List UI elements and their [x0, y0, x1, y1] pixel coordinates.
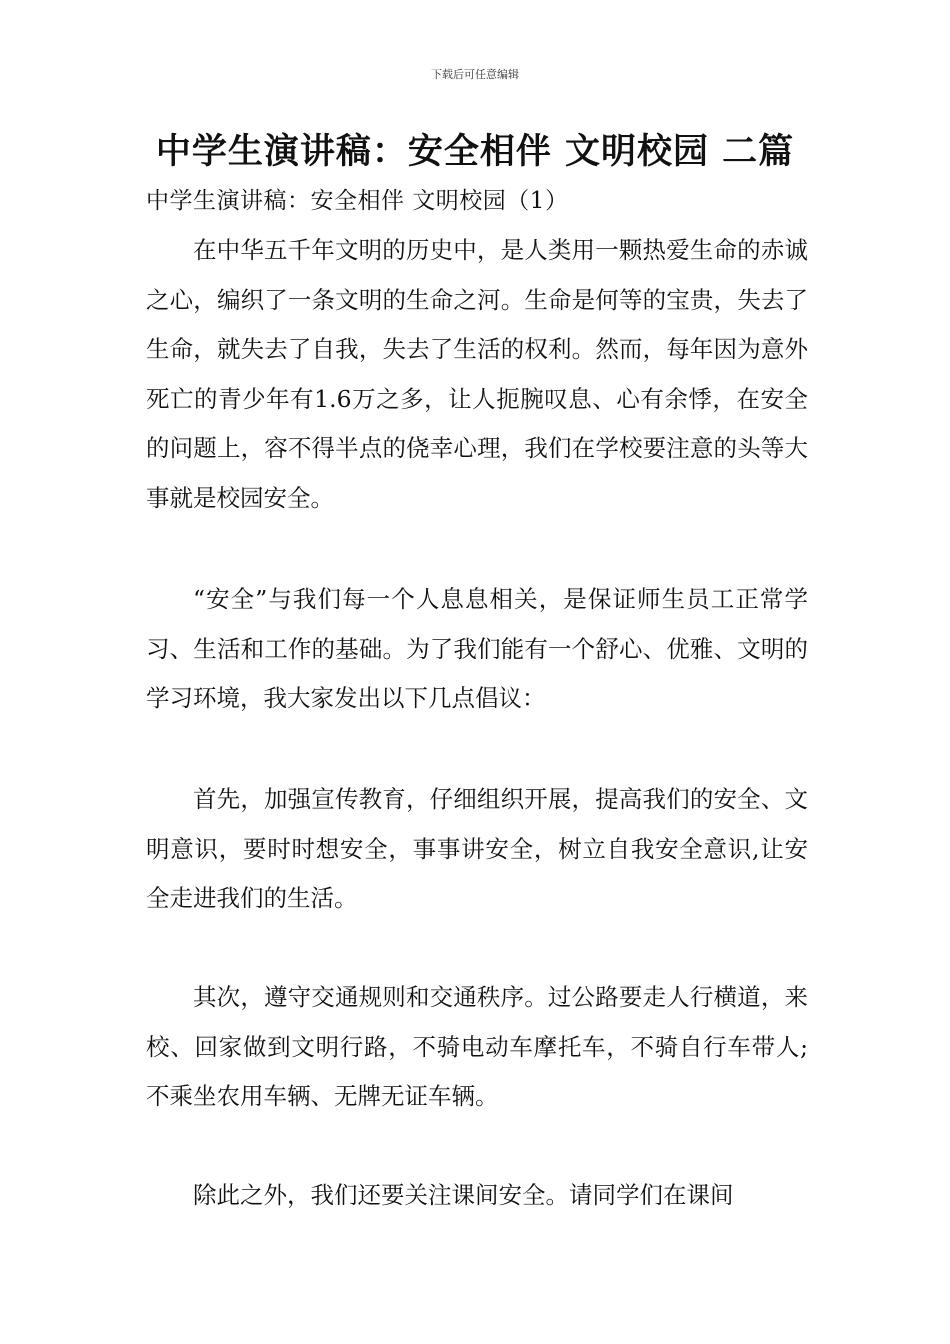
paragraph-third-proposal: 除此之外，我们还要关注课间安全。请同学们在课间 [193, 1181, 734, 1209]
paragraph-second-proposal: 其次，遵守交通规则和交通秩序。过公路要走人行横道，来校、回家做到文明行路，不骑电动车摩托车，不骑自行车带人;不乘坐农用车辆、无牌无证车辆。 [146, 983, 808, 1110]
document-subtitle: 中学生演讲稿：安全相伴 文明校园（1） [146, 188, 569, 214]
document-title: 中学生演讲稿：安全相伴 文明校园 二篇 [155, 132, 795, 172]
paragraph-safety-importance: “安全”与我们每一个人息息相关，是保证师生员工正常学习、生活和工作的基础。为了我们能有一个舒心、优雅、文明的学习环境，我大家发出以下几点倡议： [146, 585, 808, 712]
paragraph-first-proposal: 首先，加强宣传教育，仔细组织开展，提高我们的安全、文明意识，要时时想安全，事事讲安全，树立自我安全意识,让安全走进我们的生活。 [146, 785, 808, 912]
header-note: 下载后可任意编辑 [431, 68, 519, 81]
paragraph-intro: 在中华五千年文明的历史中，是人类用一颗热爱生命的赤诚之心，编织了一条文明的生命之河。生命是何等的宝贵，失去了生命，就失去了自我，失去了生活的权利。然而，每年因为意外死亡的青少年有1.6万之多，让人扼腕叹息、心有余悸，在安全的问题上，容不得半点的侥幸心理，我们在学校要注意的头等大事就是校园安全。 [146, 236, 808, 512]
